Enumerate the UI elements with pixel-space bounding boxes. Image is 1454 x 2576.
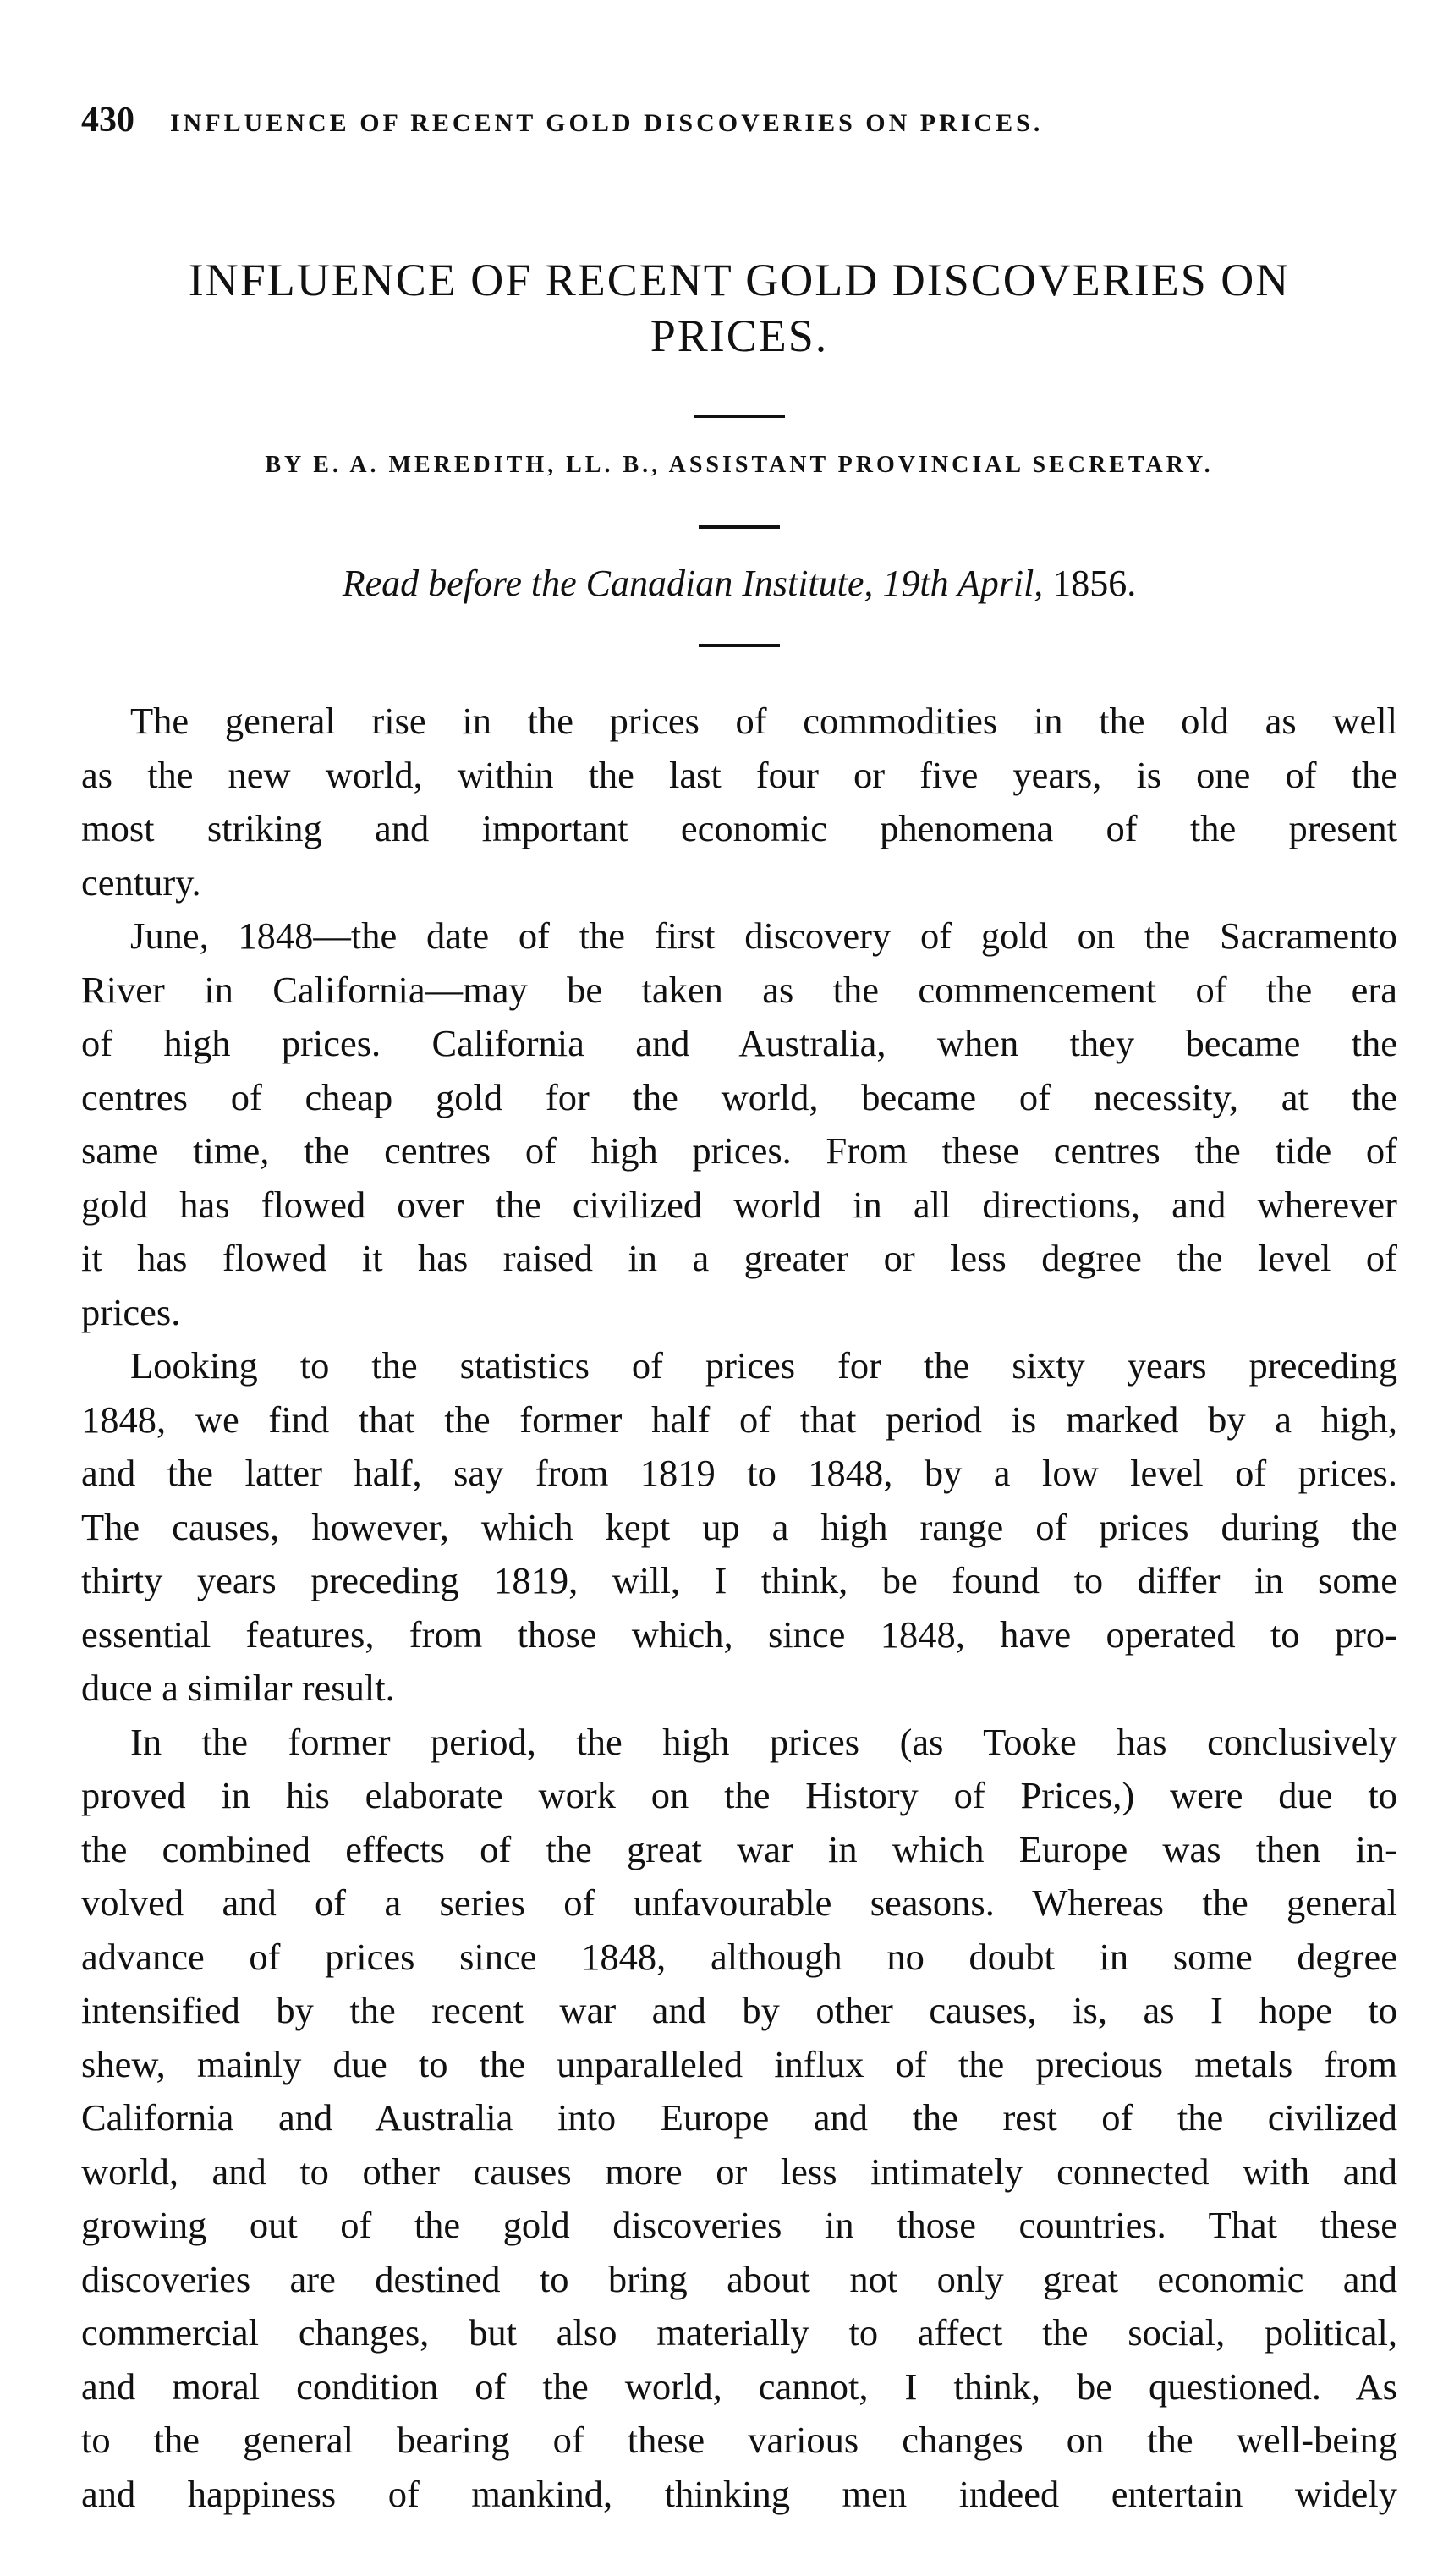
text-line: commercial changes, but also materially to affect the social, political, [81,2311,1397,2354]
article-title-line-2: PRICES. [650,310,829,361]
text-line: most striking and important economic phenomena of the present [81,807,1397,849]
text-line: of high prices. California and Australia, when they became the [81,1022,1397,1064]
note-divider [699,644,780,647]
text-line: gold has flowed over the civilized world in all directions, and wherever [81,1183,1397,1226]
text-line: 1848, we find that the former half of that period is marked by a high, [81,1398,1397,1441]
text-line: and the latter half, say from 1819 to 1848, by a low level of prices. [81,1452,1397,1494]
text-line: the combined effects of the great war in which Europe was then in- [81,1827,1397,1870]
title-divider [694,415,785,418]
text-line: proved in his elaborate work on the History of Prices,) were due to [81,1774,1397,1816]
text-line: as the new world, within the last four or five years, is one of the [81,753,1397,796]
paragraph [81,909,1397,1339]
text-line: duce a similar result. [81,1667,395,1709]
read-before-note [81,561,1397,607]
text-line: and happiness of mankind, thinking men indeed entertain widely [81,2472,1397,2515]
text-line: same time, the centres of high prices. From these centres the tide of [81,1129,1397,1172]
paragraph [81,695,1397,909]
text-line: The causes, however, which kept up a high range of prices during the [81,1505,1397,1548]
text-line: volved and of a series of unfavourable seasons. Whereas the general [81,1881,1397,1924]
text-line: In the former period, the high prices (as Tooke has conclusively [130,1720,1397,1763]
article-title [81,252,1397,364]
text-line: world, and to other causes more or less intimately connected with and [81,2150,1397,2193]
text-line: prices. [81,1290,181,1333]
text-line: The general rise in the prices of commodities in the old as well [130,700,1397,742]
text-line: River in California—may be taken as the commencement of the era [81,968,1397,1011]
text-line: discoveries are destined to bring about not only great economic and [81,2257,1397,2300]
text-line: to the general bearing of these various changes on the well-being [81,2419,1397,2461]
byline-divider [699,525,780,529]
running-head-title: INFLUENCE OF RECENT GOLD DISCOVERIES ON PRICES. [170,109,1044,137]
text-line: thirty years preceding 1819, will, I think, be found to differ in some [81,1559,1397,1601]
text-line: shew, mainly due to the unparalleled influx of the precious metals from [81,2042,1397,2085]
paragraph [81,1339,1397,1716]
text-line: growing out of the gold discoveries in those countries. That these [81,2204,1397,2246]
read-before-year: 1856. [1043,563,1137,604]
text-line: Looking to the statistics of prices for the sixty years preceding [130,1344,1397,1387]
running-head [81,100,1397,151]
paragraph [81,1716,1397,2522]
article-title-line-1: INFLUENCE OF RECENT GOLD DISCOVERIES ON [188,255,1291,305]
text-line: and moral condition of the world, cannot, I think, be questioned. As [81,2365,1397,2408]
read-before-italic: Read before the Canadian Institute, 19th April, [342,563,1044,604]
text-line: centres of cheap gold for the world, became of necessity, at the [81,1075,1397,1118]
article-body [81,695,1397,2521]
text-line: century. [81,860,201,904]
text-line: essential features, from those which, since 1848, have operated to pro- [81,1612,1397,1656]
byline: BY E. A. MEREDITH, LL. B., ASSISTANT PROVINCIAL SECRETARY. [265,452,1214,478]
text-line: June, 1848—the date of the first discovery of gold on the Sacramento [130,915,1397,957]
text-line: it has flowed it has raised in a greater or less degree the level of [81,1237,1397,1279]
text-line: advance of prices since 1848, although no doubt in some degree [81,1935,1397,1978]
page-number: 430 [81,101,134,140]
document-page [81,100,1397,2521]
text-line: California and Australia into Europe and the rest of the civilized [81,2096,1397,2139]
text-line: intensified by the recent war and by other causes, is, as I hope to [81,1989,1397,2031]
